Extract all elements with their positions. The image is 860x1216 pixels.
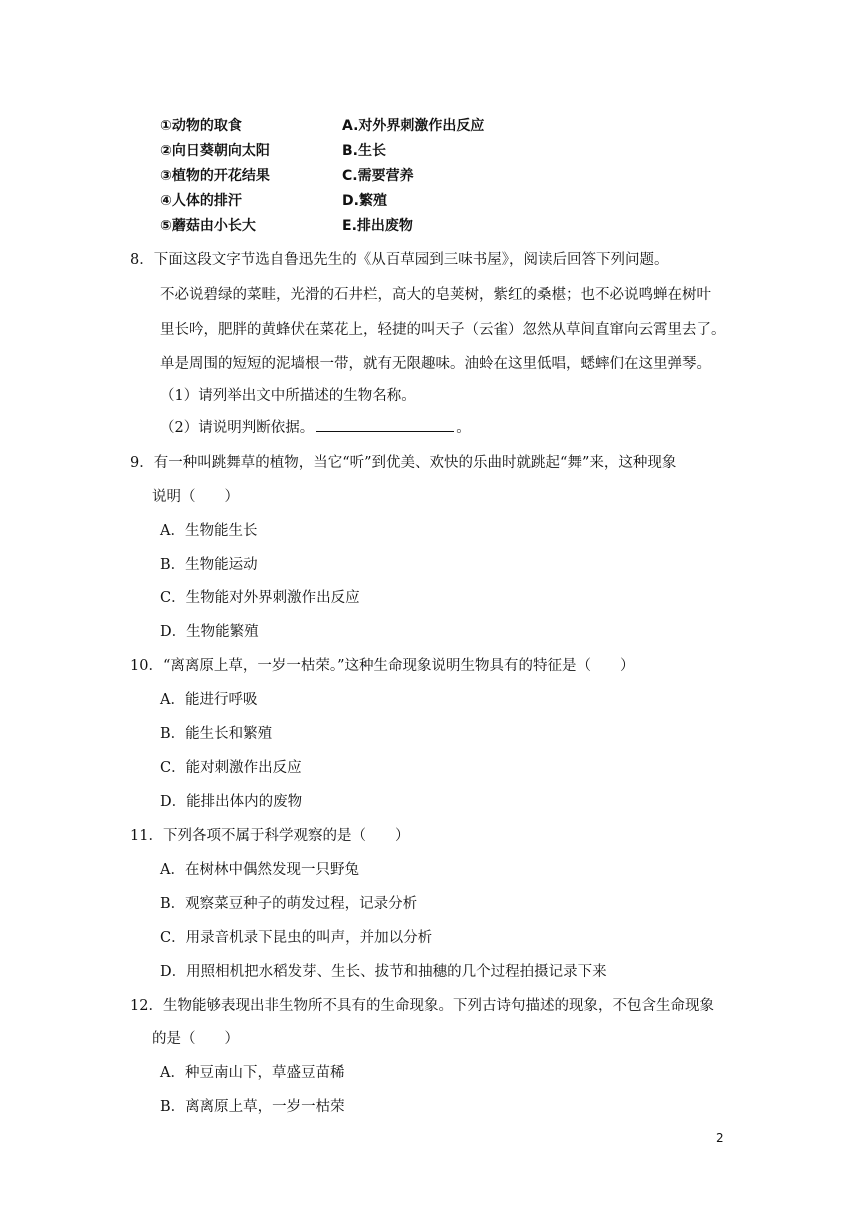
matching-table [160, 112, 484, 237]
question-8-sub-2-text: （2）请说明判断依据。 [160, 420, 315, 436]
question-11-option: B．观察菜豆种子的萌发过程，记录分析 [160, 896, 418, 912]
match-left-item: ③植物的开花结果 [160, 167, 270, 184]
question-8-sub-2-end: 。 [456, 420, 471, 436]
match-right-item: E.排出废物 [342, 217, 413, 234]
match-right-item: B.生长 [342, 142, 386, 159]
match-row [160, 137, 484, 162]
question-10-stem: 10．“离离原上草，一岁一枯荣。”这种生命现象说明生物具有的特征是（ ） [130, 658, 635, 674]
question-8-passage-line: 不必说碧绿的菜畦，光滑的石井栏，高大的皂荚树，紫红的桑椹；也不必说鸣蝉在树叶 [160, 287, 711, 303]
question-9-option: C．生物能对外界刺激作出反应 [160, 590, 360, 606]
page-number: 2 [716, 1131, 724, 1145]
question-10-option: C．能对刺激作出反应 [160, 760, 302, 776]
match-right-item: D.繁殖 [342, 192, 387, 209]
question-11-option: A．在树林中偶然发现一只野兔 [160, 862, 359, 878]
match-row [160, 212, 484, 237]
question-8-sub-2 [160, 416, 471, 437]
question-12-option: A．种豆南山下，草盛豆苗稀 [160, 1065, 345, 1081]
match-row [160, 187, 484, 212]
question-12-option: B．离离原上草，一岁一枯荣 [160, 1099, 345, 1115]
match-left-item: ⑤蘑菇由小长大 [160, 217, 256, 234]
question-10-option: D．能排出体内的废物 [160, 794, 303, 810]
question-12-stem: 12．生物能够表现出非生物所不具有的生命现象。下列古诗句描述的现象，不包含生命现象 [130, 998, 714, 1014]
question-8-stem: 8．下面这段文字节选自鲁迅先生的《从百草园到三味书屋》，阅读后回答下列问题。 [130, 252, 669, 268]
question-10-option: A．能进行呼吸 [160, 692, 258, 708]
match-right-item: C.需要营养 [342, 167, 414, 184]
match-right-item: A.对外界刺激作出反应 [342, 117, 485, 134]
question-8-passage-line: 单是周围的短短的泥墙根一带，就有无限趣味。油蛉在这里低唱，蟋蟀们在这里弹琴。 [160, 356, 711, 372]
question-9-option: D．生物能繁殖 [160, 624, 259, 640]
match-row [160, 162, 484, 187]
question-10-option: B．能生长和繁殖 [160, 726, 273, 742]
question-9-stem: 9．有一种叫跳舞草的植物，当它“听”到优美、欢快的乐曲时就跳起“舞”来，这种现象 [130, 455, 677, 471]
question-11-stem: 11．下列各项不属于科学观察的是（ ） [130, 828, 410, 844]
match-left-item: ②向日葵朝向太阳 [160, 142, 270, 159]
question-8-sub-1: （1）请列举出文中所描述的生物名称。 [160, 388, 416, 404]
match-left-item: ①动物的取食 [160, 117, 242, 134]
match-row [160, 112, 484, 137]
question-9-option: B．生物能运动 [160, 557, 258, 573]
match-left-item: ④人体的排汗 [160, 192, 242, 209]
question-9-stem-cont: 说明（ ） [152, 489, 239, 505]
answer-blank[interactable] [316, 417, 454, 432]
question-11-option: C．用录音机录下昆虫的叫声，并加以分析 [160, 930, 433, 946]
question-11-option: D．用照相机把水稻发芽、生长、拔节和抽穗的几个过程拍摄记录下来 [160, 964, 607, 980]
question-9-option: A．生物能生长 [160, 523, 258, 539]
question-12-stem-cont: 的是（ ） [152, 1031, 239, 1047]
question-8-passage-line: 里长吟，肥胖的黄蜂伏在菜花上，轻捷的叫天子（云雀）忽然从草间直窜向云霄里去了。 [160, 322, 726, 338]
